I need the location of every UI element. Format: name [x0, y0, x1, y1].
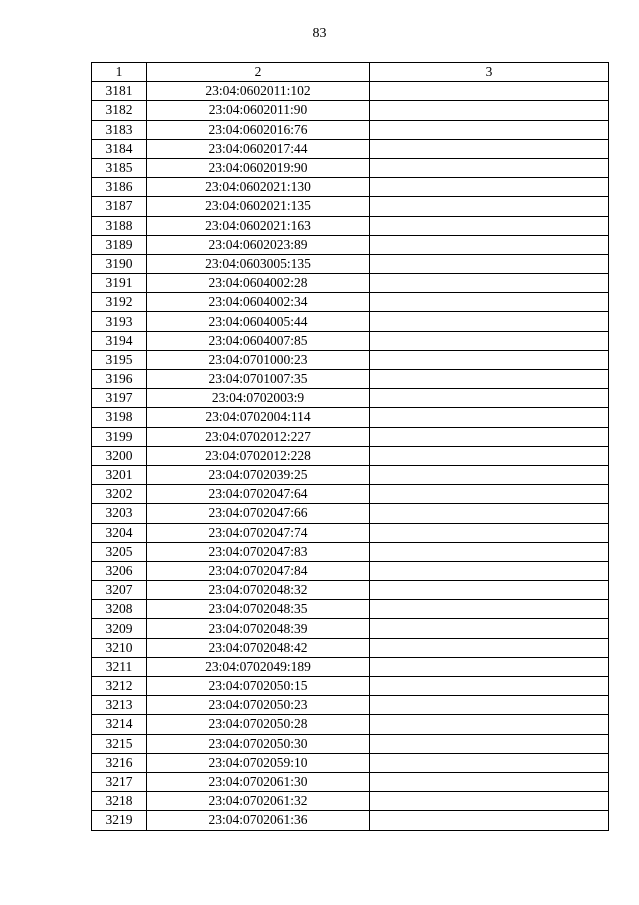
- row-number-cell: 3183: [92, 120, 147, 139]
- table-row: [92, 677, 609, 696]
- row-number-cell: 3196: [92, 370, 147, 389]
- cadastral-number-cell: 23:04:0702004:114: [147, 408, 370, 427]
- notes-cell: [370, 389, 609, 408]
- notes-cell: [370, 753, 609, 772]
- row-number-cell: 3188: [92, 216, 147, 235]
- cadastral-number-cell: 23:04:0702048:39: [147, 619, 370, 638]
- row-number-cell: 3195: [92, 350, 147, 369]
- notes-cell: [370, 216, 609, 235]
- row-number-cell: 3217: [92, 772, 147, 791]
- notes-cell: [370, 696, 609, 715]
- row-number-cell: 3210: [92, 638, 147, 657]
- cadastral-number-cell: 23:04:0603005:135: [147, 254, 370, 273]
- row-number-cell: 3192: [92, 293, 147, 312]
- notes-cell: [370, 235, 609, 254]
- table-row: [92, 581, 609, 600]
- table-row: [92, 82, 609, 101]
- table-row: [92, 600, 609, 619]
- cadastral-number-cell: 23:04:0702050:28: [147, 715, 370, 734]
- row-number-cell: 3204: [92, 523, 147, 542]
- cadastral-number-cell: 23:04:0702048:42: [147, 638, 370, 657]
- cadastral-number-cell: 23:04:0602017:44: [147, 139, 370, 158]
- notes-cell: [370, 312, 609, 331]
- cadastral-number-cell: 23:04:0602016:76: [147, 120, 370, 139]
- row-number-cell: 3181: [92, 82, 147, 101]
- table-row: [92, 792, 609, 811]
- cadastral-number-cell: 23:04:0602021:130: [147, 178, 370, 197]
- table-row: [92, 485, 609, 504]
- notes-cell: [370, 581, 609, 600]
- notes-cell: [370, 274, 609, 293]
- cadastral-number-cell: 23:04:0701000:23: [147, 350, 370, 369]
- notes-cell: [370, 504, 609, 523]
- notes-cell: [370, 82, 609, 101]
- cadastral-number-cell: 23:04:0702012:227: [147, 427, 370, 446]
- notes-cell: [370, 408, 609, 427]
- row-number-cell: 3205: [92, 542, 147, 561]
- table-row: [92, 504, 609, 523]
- cadastral-table: [91, 62, 609, 831]
- cadastral-number-cell: 23:04:0702003:9: [147, 389, 370, 408]
- cadastral-number-cell: 23:04:0702050:15: [147, 677, 370, 696]
- notes-cell: [370, 638, 609, 657]
- cadastral-number-cell: 23:04:0604002:34: [147, 293, 370, 312]
- row-number-cell: 3189: [92, 235, 147, 254]
- row-number-cell: 3187: [92, 197, 147, 216]
- cadastral-number-cell: 23:04:0602019:90: [147, 158, 370, 177]
- table-row: [92, 158, 609, 177]
- notes-cell: [370, 101, 609, 120]
- table-row: [92, 389, 609, 408]
- table-row: [92, 312, 609, 331]
- notes-cell: [370, 370, 609, 389]
- notes-cell: [370, 139, 609, 158]
- notes-cell: [370, 792, 609, 811]
- row-number-cell: 3193: [92, 312, 147, 331]
- table-row: [92, 696, 609, 715]
- row-number-cell: 3197: [92, 389, 147, 408]
- table-row: [92, 120, 609, 139]
- table-row: [92, 408, 609, 427]
- table-body: [92, 82, 609, 830]
- cadastral-number-cell: 23:04:0702048:32: [147, 581, 370, 600]
- notes-cell: [370, 465, 609, 484]
- table-row: [92, 811, 609, 830]
- notes-cell: [370, 254, 609, 273]
- table-row: [92, 523, 609, 542]
- table-row: [92, 197, 609, 216]
- cadastral-number-cell: 23:04:0602011:102: [147, 82, 370, 101]
- notes-cell: [370, 293, 609, 312]
- cadastral-number-cell: 23:04:0702047:83: [147, 542, 370, 561]
- row-number-cell: 3184: [92, 139, 147, 158]
- row-number-cell: 3201: [92, 465, 147, 484]
- row-number-cell: 3206: [92, 561, 147, 580]
- notes-cell: [370, 446, 609, 465]
- table-row: [92, 715, 609, 734]
- cadastral-number-cell: 23:04:0702061:36: [147, 811, 370, 830]
- cadastral-number-cell: 23:04:0702047:66: [147, 504, 370, 523]
- row-number-cell: 3190: [92, 254, 147, 273]
- row-number-cell: 3219: [92, 811, 147, 830]
- notes-cell: [370, 677, 609, 696]
- row-number-cell: 3202: [92, 485, 147, 504]
- cadastral-number-cell: 23:04:0702047:74: [147, 523, 370, 542]
- table-row: [92, 772, 609, 791]
- row-number-cell: 3194: [92, 331, 147, 350]
- table-row: [92, 427, 609, 446]
- cadastral-number-cell: 23:04:0702047:84: [147, 561, 370, 580]
- row-number-cell: 3182: [92, 101, 147, 120]
- row-number-cell: 3209: [92, 619, 147, 638]
- cadastral-number-cell: 23:04:0604002:28: [147, 274, 370, 293]
- row-number-cell: 3212: [92, 677, 147, 696]
- notes-cell: [370, 600, 609, 619]
- notes-cell: [370, 561, 609, 580]
- cadastral-number-cell: 23:04:0702048:35: [147, 600, 370, 619]
- notes-cell: [370, 350, 609, 369]
- header-cell-2: 2: [147, 63, 370, 82]
- notes-cell: [370, 197, 609, 216]
- cadastral-number-cell: 23:04:0702059:10: [147, 753, 370, 772]
- header-cell-1: 1: [92, 63, 147, 82]
- table-row: [92, 370, 609, 389]
- table-row: [92, 216, 609, 235]
- notes-cell: [370, 523, 609, 542]
- row-number-cell: 3216: [92, 753, 147, 772]
- cadastral-number-cell: 23:04:0604007:85: [147, 331, 370, 350]
- table-row: [92, 657, 609, 676]
- row-number-cell: 3214: [92, 715, 147, 734]
- table-row: [92, 254, 609, 273]
- notes-cell: [370, 657, 609, 676]
- cadastral-number-cell: 23:04:0702050:30: [147, 734, 370, 753]
- cadastral-number-cell: 23:04:0602021:135: [147, 197, 370, 216]
- row-number-cell: 3198: [92, 408, 147, 427]
- table-row: [92, 101, 609, 120]
- row-number-cell: 3208: [92, 600, 147, 619]
- cadastral-number-cell: 23:04:0602011:90: [147, 101, 370, 120]
- notes-cell: [370, 772, 609, 791]
- table-row: [92, 734, 609, 753]
- cadastral-number-cell: 23:04:0702047:64: [147, 485, 370, 504]
- notes-cell: [370, 485, 609, 504]
- table-row: [92, 619, 609, 638]
- table-header-row: [92, 63, 609, 82]
- table-row: [92, 638, 609, 657]
- cadastral-number-cell: 23:04:0702049:189: [147, 657, 370, 676]
- table-row: [92, 139, 609, 158]
- header-cell-3: 3: [370, 63, 609, 82]
- notes-cell: [370, 715, 609, 734]
- notes-cell: [370, 619, 609, 638]
- row-number-cell: 3203: [92, 504, 147, 523]
- page-number: 83: [312, 26, 327, 41]
- cadastral-number-cell: 23:04:0702061:32: [147, 792, 370, 811]
- row-number-cell: 3218: [92, 792, 147, 811]
- row-number-cell: 3211: [92, 657, 147, 676]
- row-number-cell: 3199: [92, 427, 147, 446]
- table-row: [92, 465, 609, 484]
- cadastral-number-cell: 23:04:0604005:44: [147, 312, 370, 331]
- cadastral-number-cell: 23:04:0702039:25: [147, 465, 370, 484]
- notes-cell: [370, 158, 609, 177]
- cadastral-number-cell: 23:04:0701007:35: [147, 370, 370, 389]
- table-row: [92, 561, 609, 580]
- notes-cell: [370, 542, 609, 561]
- cadastral-number-cell: 23:04:0702012:228: [147, 446, 370, 465]
- cadastral-number-cell: 23:04:0602023:89: [147, 235, 370, 254]
- cadastral-number-cell: 23:04:0702061:30: [147, 772, 370, 791]
- row-number-cell: 3215: [92, 734, 147, 753]
- table-row: [92, 274, 609, 293]
- table-row: [92, 293, 609, 312]
- row-number-cell: 3213: [92, 696, 147, 715]
- row-number-cell: 3200: [92, 446, 147, 465]
- table-row: [92, 235, 609, 254]
- row-number-cell: 3207: [92, 581, 147, 600]
- notes-cell: [370, 178, 609, 197]
- notes-cell: [370, 331, 609, 350]
- notes-cell: [370, 811, 609, 830]
- notes-cell: [370, 120, 609, 139]
- cadastral-number-cell: 23:04:0602021:163: [147, 216, 370, 235]
- table-row: [92, 446, 609, 465]
- table-row: [92, 178, 609, 197]
- row-number-cell: 3185: [92, 158, 147, 177]
- table-row: [92, 753, 609, 772]
- notes-cell: [370, 734, 609, 753]
- row-number-cell: 3186: [92, 178, 147, 197]
- cadastral-number-cell: 23:04:0702050:23: [147, 696, 370, 715]
- notes-cell: [370, 427, 609, 446]
- table-row: [92, 331, 609, 350]
- row-number-cell: 3191: [92, 274, 147, 293]
- table-row: [92, 542, 609, 561]
- table-row: [92, 350, 609, 369]
